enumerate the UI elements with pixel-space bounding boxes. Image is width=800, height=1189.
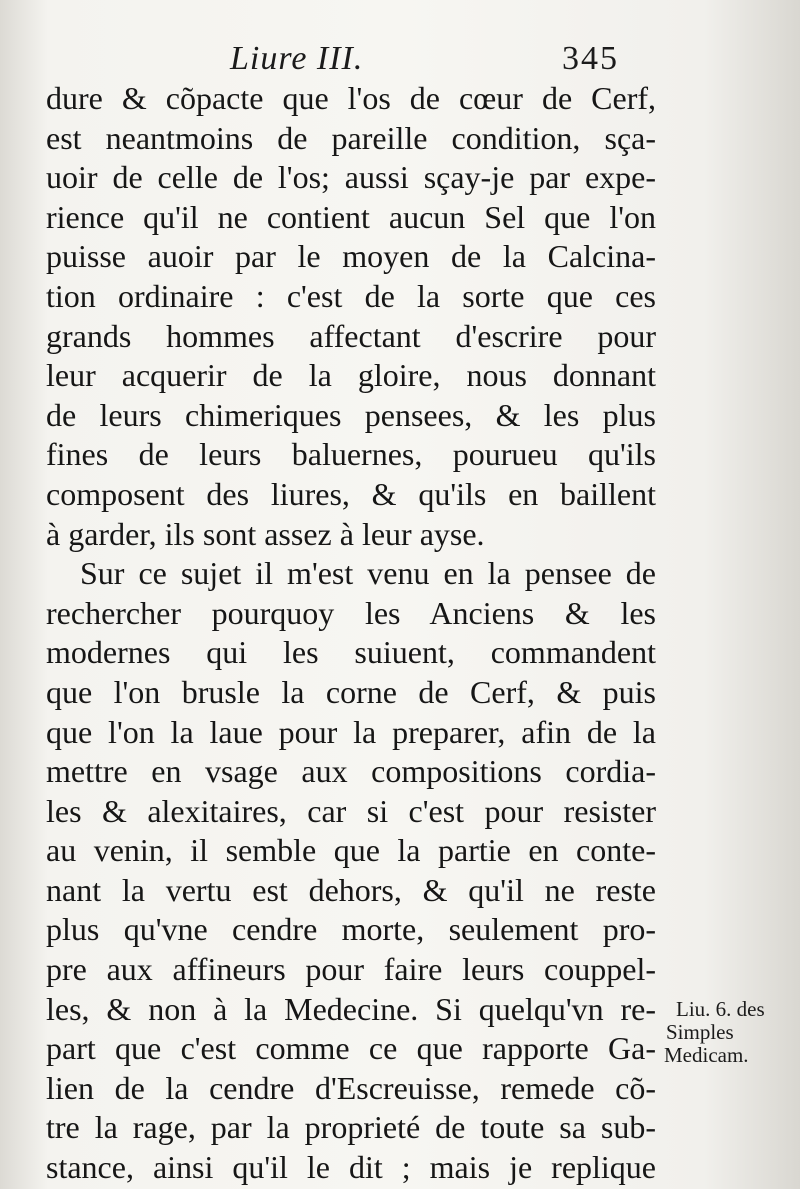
margin-note: [660, 998, 792, 1067]
text-line: que l'on brusle la corne de Cerf, & puis: [46, 673, 656, 710]
margin-note-line: Medicam.: [664, 1043, 749, 1067]
text-line: au venin, il semble que la partie en conte-: [46, 832, 656, 869]
margin-note-line: Simples: [666, 1020, 734, 1044]
text-line: les & alexitaires, car si c'est pour resister: [46, 792, 656, 829]
text-line: plus qu'vne cendre morte, seulement pro-: [46, 911, 656, 948]
text-line: grands hommes affectant d'escrire pour: [46, 317, 656, 354]
book-number: Liure III.: [230, 40, 364, 77]
text-line: est neantmoins de pareille condition, sça-: [46, 119, 656, 156]
text-line: rience qu'il ne contient aucun Sel que l'on: [46, 198, 656, 235]
paragraph-end-line: à garder, ils sont assez à leur ayse.: [46, 515, 485, 552]
text-line: dure & cõpacte que l'os de cœur de Cerf,: [46, 80, 656, 116]
text-line: rechercher pourquoy les Anciens & les: [46, 594, 656, 631]
text-line: mettre en vsage aux compositions cordia-: [46, 753, 656, 790]
page-number: 345: [562, 40, 619, 77]
paragraph-start-line: Sur ce sujet il m'est venu en la pensee de: [80, 555, 656, 592]
text-line: puisse auoir par le moyen de la Calcina-: [46, 238, 656, 275]
text-line: stance, ainsi qu'il le dit ; mais je replique: [46, 1149, 656, 1186]
text-line: composent des liures, & qu'ils en baillent: [46, 475, 656, 512]
body-text: [46, 79, 656, 1188]
margin-note-line: Liu. 6. des: [676, 997, 765, 1021]
text-line: pre aux affineurs pour faire leurs couppel-: [46, 951, 656, 988]
text-line: lien de la cendre d'Escreuisse, remede cõ-: [46, 1069, 656, 1106]
text-line: part que c'est comme ce que rapporte Ga-: [46, 1030, 656, 1067]
text-line: tion ordinaire : c'est de la sorte que ces: [46, 277, 656, 314]
text-line: modernes qui les suiuent, commandent: [46, 634, 656, 671]
text-line: leur acquerir de la gloire, nous donnant: [46, 357, 656, 394]
text-line: que l'on la laue pour la preparer, afin de la: [46, 713, 656, 750]
text-line: fines de leurs baluernes, pourueu qu'ils: [46, 436, 656, 473]
text-line: tre la rage, par la proprieté de toute sa sub-: [46, 1109, 656, 1146]
text-line: de leurs chimeriques pensees, & les plus: [46, 396, 656, 433]
text-line: les, & non à la Medecine. Si quelqu'vn re-: [46, 990, 656, 1027]
text-line: uoir de celle de l'os; aussi sçay-je par expe-: [46, 159, 656, 196]
text-line: nant la vertu est dehors, & qu'il ne reste: [46, 871, 656, 908]
